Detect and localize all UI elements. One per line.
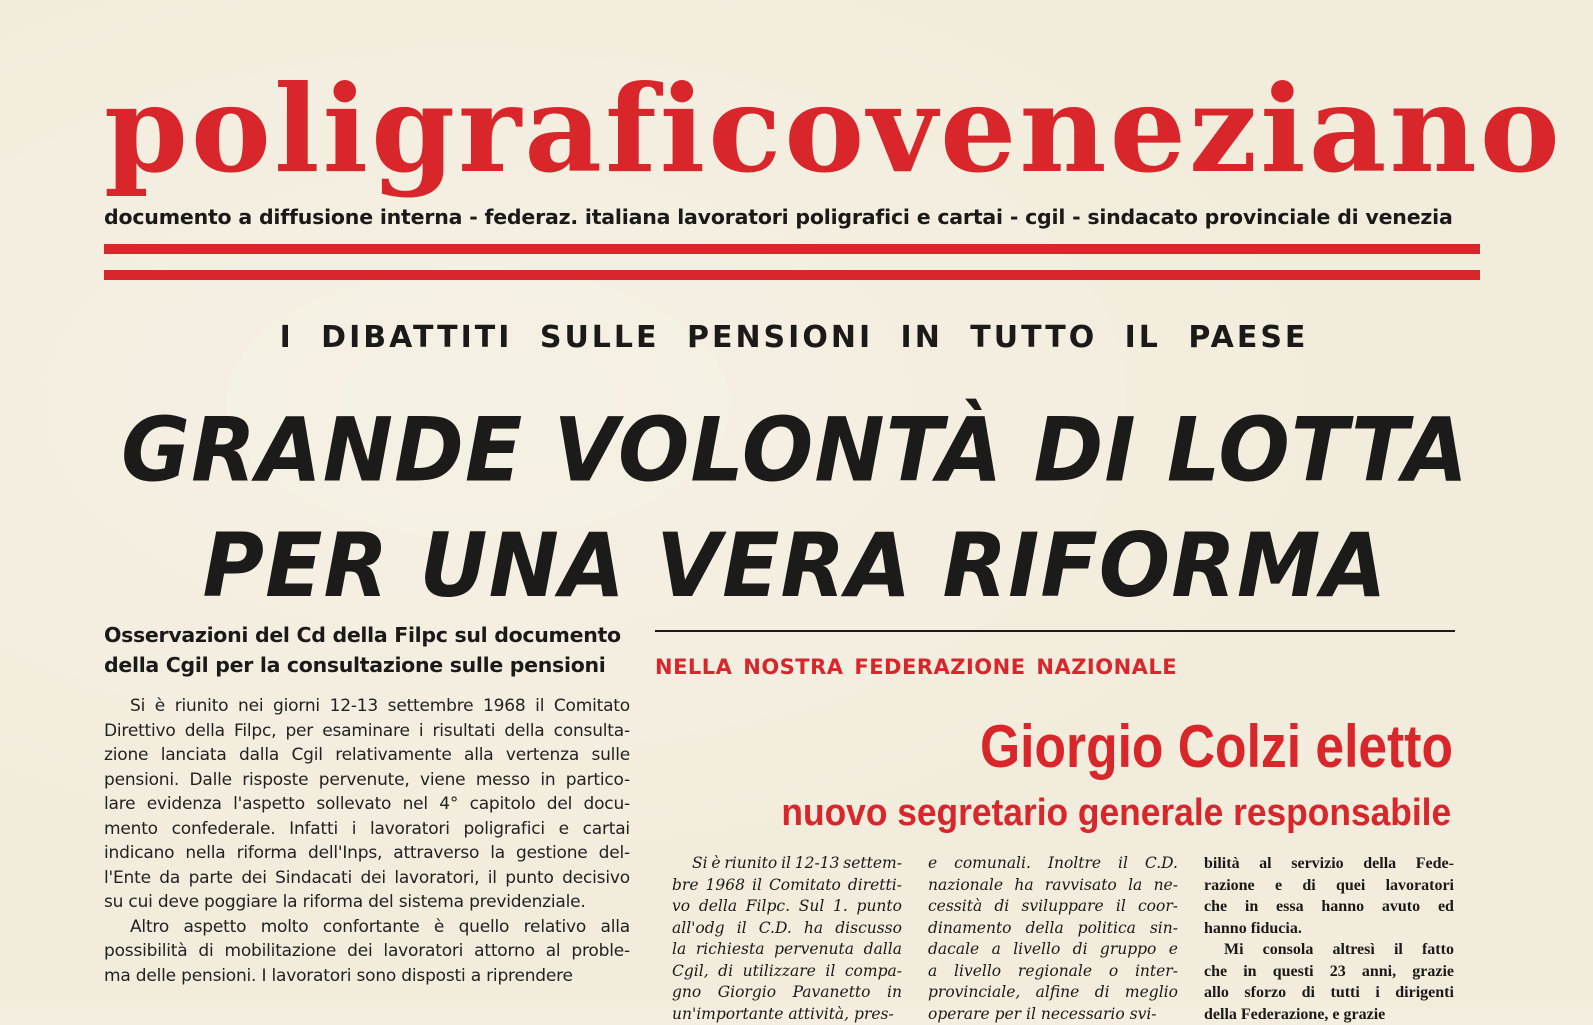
- article-line: allo sforzo di tutti i dirigenti: [1204, 982, 1454, 1004]
- article-line: e comunali. Inoltre il C.D.: [928, 853, 1178, 875]
- article-line: indicano nella riforma dell'Inps, attraverso la gestione del-: [104, 841, 630, 866]
- article-line: mento confederale. Infatti i lavoratori poligrafici e cartai: [104, 817, 630, 842]
- article-line: bre 1968 il Comitato diretti-: [672, 875, 902, 897]
- article-line: la richiesta pervenuta dalla: [672, 939, 902, 961]
- main-headline: [100, 393, 1490, 624]
- masthead-title: [104, 60, 1484, 200]
- article-line: Cgil, di utilizzare il compa-: [672, 961, 902, 983]
- masthead-title-word1: poligrafico: [104, 60, 867, 200]
- article-line: zione lanciata dalla Cgil relativamente alla vertenza sulle: [104, 743, 630, 768]
- article-line: dinamento della politica sin-: [928, 918, 1178, 940]
- article-line: lare evidenza l'aspetto sollevato nel 4° capitolo del docu-: [104, 792, 630, 817]
- article-line: nazionale ha ravvisato la ne-: [928, 875, 1178, 897]
- article-line: Altro aspetto molto confortante è quello relativo alla: [104, 915, 630, 940]
- masthead-title-word2: veneziano: [867, 60, 1562, 200]
- article-line: un'importante attività, pres-: [672, 1004, 902, 1025]
- red-rule-bottom: [104, 270, 1480, 280]
- article-line: operare per il necessario svi-: [928, 1004, 1178, 1025]
- article-line: vo della Filpc. Sul 1. punto: [672, 896, 902, 918]
- article-line: cessità di sviluppare il coor-: [928, 896, 1178, 918]
- article-line: provinciale, alfine di meglio: [928, 982, 1178, 1004]
- right-article-kicker: NELLA NOSTRA FEDERAZIONE NAZIONALE: [655, 654, 1177, 680]
- main-headline-line1: GRANDE VOLONTÀ DI LOTTA: [100, 393, 1490, 509]
- article-line: hanno fiducia.: [1204, 918, 1454, 940]
- right-article-column-2: [928, 853, 1178, 1025]
- article-line: possibilità di mobilitazione dei lavoratori attorno al proble-: [104, 939, 630, 964]
- main-headline-line2: PER UNA VERA RIFORMA: [100, 508, 1490, 624]
- masthead-subline: documento a diffusione interna - federaz. italiana lavoratori poligrafici e cartai - cgil - sindacato provinciale di venezia: [104, 204, 1484, 230]
- article-line: della Federazione, e grazie: [1204, 1004, 1454, 1025]
- article-line: su cui deve poggiare la riforma del sistema previdenziale.: [104, 890, 630, 915]
- article-line: che in essa hanno avuto ed: [1204, 896, 1454, 918]
- article-line: Mi consola altresì il fatto: [1204, 939, 1454, 961]
- red-rule-top: [104, 244, 1480, 254]
- right-article-subheadline: nuovo segretario generale responsabile: [781, 790, 1451, 836]
- article-line: dacale a livello di gruppo e: [928, 939, 1178, 961]
- article-line: razione e di quei lavoratori: [1204, 875, 1454, 897]
- article-line: pensioni. Dalle risposte pervenute, viene messo in partico-: [104, 768, 630, 793]
- article-line: l'Ente da parte dei Sindacati dei lavoratori, il punto decisivo: [104, 866, 630, 891]
- right-article-headline: Giorgio Colzi eletto: [980, 712, 1453, 782]
- article-line: gno Giorgio Pavanetto in: [672, 982, 902, 1004]
- article-line: Si è riunito nei giorni 12-13 settembre 1968 il Comitato: [104, 694, 630, 719]
- article-line: Si è riunito il 12-13 settem-: [672, 853, 902, 875]
- right-article-column-3: [1204, 853, 1454, 1025]
- article-line: all'odg il C.D. ha discusso: [672, 918, 902, 940]
- left-article-body: [104, 694, 630, 988]
- right-article-column-1: [672, 853, 902, 1025]
- article-line: a livello regionale o inter-: [928, 961, 1178, 983]
- main-kicker: I DIBATTITI SULLE PENSIONI IN TUTTO IL PAESE: [104, 318, 1484, 358]
- left-article-subhead-line2: della Cgil per la consultazione sulle pensioni: [104, 650, 630, 680]
- article-line: che in questi 23 anni, grazie: [1204, 961, 1454, 983]
- article-line: ma delle pensioni. I lavoratori sono disposti a riprendere: [104, 964, 630, 989]
- left-article-subhead-line1: Osservazioni del Cd della Filpc sul documento: [104, 620, 630, 650]
- section-divider: [655, 630, 1455, 632]
- left-article: [104, 620, 630, 988]
- article-line: bilità al servizio della Fede-: [1204, 853, 1454, 875]
- article-line: Direttivo della Filpc, per esaminare i risultati della consulta-: [104, 719, 630, 744]
